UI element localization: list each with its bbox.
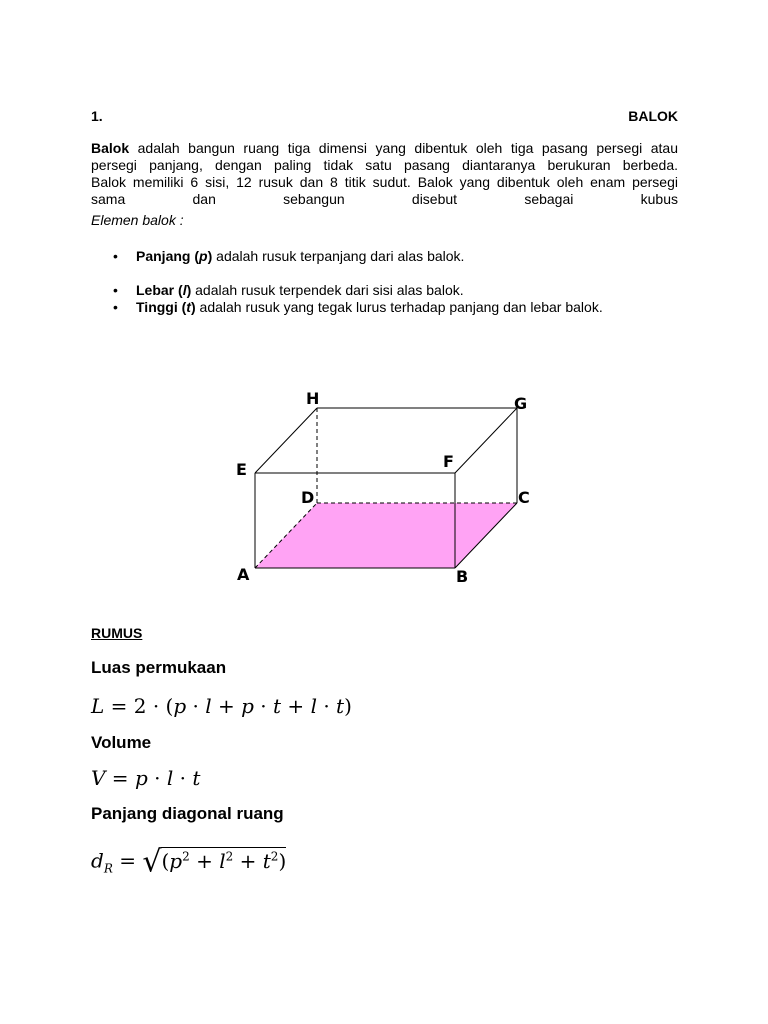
bullet-icon: • <box>113 282 118 298</box>
bullet-icon: • <box>113 299 118 315</box>
vertex-label-d: D <box>301 488 315 507</box>
bullet-desc: adalah rusuk terpendek dari sisi alas balok. <box>195 282 464 298</box>
vertex-label-b: B <box>456 567 469 586</box>
formula-diagonal-ruang: $d_R = √(p^2 + l^2 + t^2)$ <box>91 844 287 880</box>
vertex-label-e: E <box>236 460 247 479</box>
formula-luas-permukaan: L = 2 · (p · l + p · t + l · t) <box>91 694 352 718</box>
vertex-label-f: F <box>443 452 454 471</box>
section-number: 1. <box>91 108 103 124</box>
heading-diagonal-ruang: Panjang diagonal ruang <box>91 804 284 823</box>
formula-volume: V = p · l · t <box>91 766 201 790</box>
intro-paragraph <box>91 140 678 208</box>
vertex-label-a: A <box>237 565 250 584</box>
heading-volume: Volume <box>91 733 152 752</box>
vertex-label-c: C <box>518 488 530 507</box>
edge-fg <box>455 408 517 473</box>
cuboid-diagram <box>230 385 540 595</box>
base-face <box>255 503 517 568</box>
intro-line-1: adalah bangun ruang tiga dimensi yang dibentuk oleh tiga pasang persegi atau <box>137 140 679 156</box>
rumus-heading: RUMUS <box>91 625 143 641</box>
heading-luas-permukaan: Luas permukaan <box>91 658 227 677</box>
vertex-label-h: H <box>306 389 320 408</box>
intro-line-3: Balok memiliki 6 sisi, 12 rusuk dan 8 titik sudut. Balok yang dibentuk oleh enam persegi <box>91 174 678 190</box>
intro-line-4: sama dan sebangun disebut sebagai kubus <box>91 191 678 207</box>
intro-line-2: persegi panjang, dengan paling tidak satu pasang diantaranya berukuran berbeda. <box>91 157 678 173</box>
section-title: BALOK <box>628 108 678 124</box>
bullet-icon: • <box>113 248 118 264</box>
bullet-term: Panjang <box>136 248 191 264</box>
vertex-label-g: G <box>514 394 528 413</box>
edge-he <box>255 408 317 473</box>
intro-term: Balok <box>91 140 130 156</box>
bullet-var: t <box>186 299 191 315</box>
bullet-term: Tinggi <box>136 299 178 315</box>
bullet-term: Lebar <box>136 282 175 298</box>
bullet-desc: adalah rusuk yang tegak lurus terhadap panjang dan lebar balok. <box>199 299 603 315</box>
bullet-var: l <box>182 282 187 298</box>
elemen-label: Elemen balok : <box>91 212 184 228</box>
bullet-var: p <box>199 248 208 264</box>
bullet-desc: adalah rusuk terpanjang dari alas balok. <box>216 248 465 264</box>
